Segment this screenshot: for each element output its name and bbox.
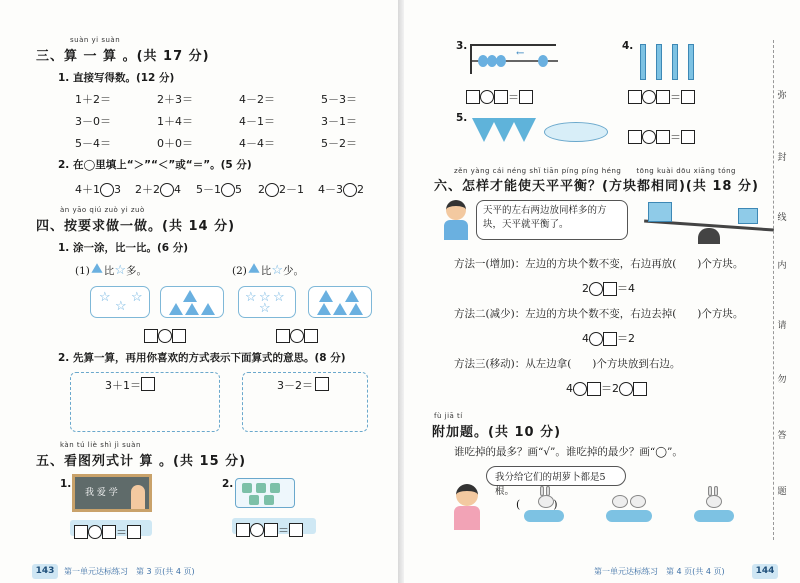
- eq: 4－1＝: [239, 115, 275, 128]
- star-icon: ☆: [114, 263, 127, 278]
- answer-circle[interactable]: [158, 329, 172, 343]
- s3-q2: 2. 在◯里填上“＞”“＜”或“＝”。(5 分): [58, 159, 252, 171]
- answer-boxes: ＝: [628, 126, 695, 145]
- answer-box[interactable]: [587, 382, 601, 396]
- method-3: 方法三(移动)：从左边拿( )个方块放到右边。: [454, 358, 681, 370]
- compare-circle[interactable]: [221, 183, 235, 197]
- answer-box[interactable]: [656, 90, 670, 104]
- equation: 3－2＝: [277, 379, 313, 392]
- body-icon: [444, 220, 468, 240]
- item-number: 5.: [456, 112, 468, 124]
- watermelon-picture: [470, 112, 540, 146]
- blackboard-picture: [72, 474, 152, 512]
- answer-box[interactable]: [236, 523, 250, 537]
- equation: 3＋1＝: [105, 379, 141, 392]
- item-number: 3.: [456, 40, 468, 52]
- answer-box[interactable]: [102, 525, 116, 539]
- s4-q1: 1. 涂一涂，比一比。(6 分): [58, 242, 189, 254]
- page-footer: 第一单元达标练习 第 3 页(共 4 页): [64, 567, 195, 576]
- answer-box[interactable]: [466, 90, 480, 104]
- eq: 2＋3＝: [157, 93, 193, 106]
- star-icon: ☆: [273, 290, 285, 305]
- answer-box[interactable]: [276, 329, 290, 343]
- method-2: 方法二(减少)：左边的方块个数不变，右边去掉( )个方块。: [454, 308, 744, 320]
- seal-line-char: 答: [777, 431, 787, 441]
- star-icon: ☆: [115, 299, 127, 314]
- answer-boxes: [276, 325, 318, 344]
- star-icon: ☆: [271, 263, 284, 278]
- part-1-prompt: (1) 比☆多。: [75, 263, 148, 278]
- triangles-card-1: [160, 286, 224, 318]
- answer-circle[interactable]: [290, 329, 304, 343]
- answer-box[interactable]: [315, 377, 329, 391]
- answer-box[interactable]: [304, 329, 318, 343]
- bead-icon: [538, 55, 548, 67]
- stars-card-2: [238, 286, 296, 318]
- s6-pinyin: zěn yàng cái néng shǐ tiān píng píng héng tōng kuài dōu xiāng tóng: [454, 167, 736, 175]
- answer-paren[interactable]: ( ): [516, 498, 558, 511]
- answer-boxes: ＝: [628, 86, 695, 105]
- part-2-prompt: (2) 比☆少。: [232, 263, 305, 278]
- answer-box[interactable]: [127, 525, 141, 539]
- s4-q2: 2. 先算一算，再用你喜欢的方式表示下面算式的意思。(8 分): [58, 352, 346, 364]
- compare-item: 2 2－1: [258, 183, 304, 196]
- compare-item: 5－1 5: [196, 183, 242, 196]
- answer-circle[interactable]: [88, 525, 102, 539]
- eq: 3－0＝: [75, 115, 111, 128]
- s3-pinyin: suàn yi suàn: [70, 36, 121, 44]
- section-6-title: 六、怎样才能使天平平衡？(方块都相同)(共 18 分): [434, 179, 759, 194]
- cup-icon: [242, 483, 252, 493]
- answer-box[interactable]: [603, 332, 617, 346]
- stick-icon: [672, 44, 678, 80]
- eq: 5－3＝: [321, 93, 357, 106]
- triangle-icon: [345, 290, 359, 302]
- carrots-icon: [606, 510, 652, 522]
- eq: 4－4＝: [239, 137, 275, 150]
- seal-line-char: 请: [777, 321, 787, 331]
- page-number: 144: [752, 564, 778, 579]
- cube-stack-left: [648, 202, 672, 222]
- triangle-icon: [319, 290, 333, 302]
- triangle-icon: [185, 303, 199, 315]
- bonus-title: 附加题。(共 10 分): [432, 425, 562, 440]
- plate-icon: [544, 122, 608, 142]
- compare-circle[interactable]: [100, 183, 114, 197]
- star-icon: ☆: [245, 290, 257, 305]
- page-number: 143: [32, 564, 58, 579]
- answer-boxes: [144, 325, 186, 344]
- item-number: 1.: [60, 478, 72, 490]
- answer-circle[interactable]: [642, 90, 656, 104]
- triangle-icon: [91, 263, 102, 273]
- triangle-icon: [317, 303, 331, 315]
- head-icon: [456, 484, 478, 506]
- cube-stack-right: [738, 208, 758, 224]
- triangles-card-2: [308, 286, 372, 318]
- method-1-equation: 2 ＝4: [582, 282, 635, 295]
- speech-bubble: 天平的左右两边放同样多的方块，天平就平衡了。: [476, 200, 628, 240]
- speech-bubble: 我分给它们的胡萝卜都是5根。: [486, 466, 626, 486]
- compare-circle[interactable]: [265, 183, 279, 197]
- cups-picture: [235, 478, 295, 508]
- triangle-icon: [349, 303, 363, 315]
- triangle-icon: [248, 263, 259, 273]
- stick-icon: [688, 44, 694, 80]
- answer-box[interactable]: [519, 90, 533, 104]
- answer-box[interactable]: [289, 523, 303, 537]
- triangle-icon: [201, 303, 215, 315]
- boy-figure: [442, 200, 470, 240]
- watermelon-slice-icon: [512, 118, 536, 142]
- method-2-equation: 4 ＝2: [582, 332, 635, 345]
- seal-line: [773, 40, 774, 540]
- answer-boxes: ＝: [236, 519, 303, 538]
- item-number: 4.: [622, 40, 634, 52]
- answer-circle[interactable]: [642, 130, 656, 144]
- eq: 1＋2＝: [75, 93, 111, 106]
- answer-circle[interactable]: [619, 382, 633, 396]
- eq: 5－2＝: [321, 137, 357, 150]
- triangle-icon: [183, 290, 197, 302]
- compare-circle[interactable]: [343, 183, 357, 197]
- fj-pinyin: fù jiā tí: [434, 412, 463, 420]
- student-figure: [131, 485, 145, 509]
- item-number: 2.: [222, 478, 234, 490]
- triangle-icon: [333, 303, 347, 315]
- eq: 5－4＝: [75, 137, 111, 150]
- section-5-title: 五、看图列式计 算 。(共 15 分): [36, 454, 247, 469]
- seal-line-char: 线: [777, 213, 787, 223]
- answer-circle[interactable]: [589, 282, 603, 296]
- answer-circle[interactable]: [589, 332, 603, 346]
- answer-box[interactable]: [656, 130, 670, 144]
- answer-box[interactable]: [681, 90, 695, 104]
- section-3-title: 三、算 一 算 。(共 17 分): [36, 49, 210, 64]
- compare-item: 4＋1 3: [75, 183, 121, 196]
- bead-icon: [496, 55, 506, 67]
- bonus-question: 谁吃掉的最多？画“√”。谁吃掉的最少？画“◯”。: [454, 446, 683, 458]
- abacus-picture: [470, 44, 556, 74]
- scale-base: [698, 228, 720, 244]
- s4-pinyin: àn yāo qiú zuò yi zuò: [60, 206, 145, 214]
- answer-box[interactable]: [74, 525, 88, 539]
- compare-item: 4－3 2: [318, 183, 364, 196]
- page-footer: 第一单元达标练习 第 4 页(共 4 页): [594, 567, 725, 576]
- seal-line-char: 内: [777, 261, 787, 271]
- answer-box[interactable]: [633, 382, 647, 396]
- seal-line-char: 弥: [777, 91, 787, 101]
- right-page: [404, 0, 800, 583]
- blackboard-text: 我 爱 学: [85, 488, 118, 498]
- eq: 3－1＝: [321, 115, 357, 128]
- stick-icon: [656, 44, 662, 80]
- cup-icon: [249, 495, 259, 505]
- section-4-title: 四、按要求做一做。(共 14 分): [36, 219, 236, 234]
- eq: 0＋0＝: [157, 137, 193, 150]
- body-icon: [454, 506, 480, 530]
- star-icon: ☆: [259, 301, 271, 316]
- head-icon: [446, 200, 466, 220]
- answer-box[interactable]: [494, 90, 508, 104]
- star-icon: ☆: [99, 290, 111, 305]
- drawing-area-2[interactable]: [242, 372, 368, 432]
- answer-circle[interactable]: [480, 90, 494, 104]
- drawing-area-1[interactable]: [70, 372, 220, 432]
- stick-icon: [640, 44, 646, 80]
- cup-icon: [270, 483, 280, 493]
- answer-circle[interactable]: [573, 382, 587, 396]
- sticks-picture: [636, 44, 706, 82]
- seal-line-char: 勿: [777, 375, 787, 385]
- cup-icon: [256, 483, 266, 493]
- compare-circle[interactable]: [160, 183, 174, 197]
- answer-box[interactable]: [628, 130, 642, 144]
- stars-card-1: [90, 286, 150, 318]
- answer-boxes: ＝: [74, 521, 141, 540]
- answer-box[interactable]: [144, 329, 158, 343]
- answer-circle[interactable]: [250, 523, 264, 537]
- eq: 1＋4＝: [157, 115, 193, 128]
- rabbit-icon: [704, 486, 724, 508]
- answer-box[interactable]: [141, 377, 155, 391]
- compare-item: 2＋2 4: [135, 183, 181, 196]
- cup-icon: [264, 495, 274, 505]
- carrots-icon: [694, 510, 734, 522]
- star-icon: ☆: [259, 290, 271, 305]
- method-1: 方法一(增加)：左边的方块个数不变，右边再放( )个方块。: [454, 258, 744, 270]
- answer-box[interactable]: [603, 282, 617, 296]
- arrow-left-icon: ←: [516, 48, 525, 59]
- left-page: [0, 0, 398, 583]
- star-icon: ☆: [131, 290, 143, 305]
- eq: 4－2＝: [239, 93, 275, 106]
- balance-scale-picture: [644, 200, 774, 248]
- girl-figure: [452, 484, 482, 534]
- s3-q1: 1. 直接写得数。(12 分): [58, 72, 175, 84]
- rabbits-icon: [610, 486, 650, 508]
- answer-box[interactable]: [172, 329, 186, 343]
- answer-box[interactable]: [264, 523, 278, 537]
- seal-line-char: 封: [777, 153, 787, 163]
- answer-boxes: ＝: [466, 86, 533, 105]
- triangle-icon: [169, 303, 183, 315]
- answer-box[interactable]: [628, 90, 642, 104]
- answer-box[interactable]: [681, 130, 695, 144]
- method-3-equation: 4 ＝2: [566, 380, 647, 396]
- s5-pinyin: kàn tú liè shì jì suàn: [60, 441, 141, 449]
- seal-line-char: 题: [777, 487, 787, 497]
